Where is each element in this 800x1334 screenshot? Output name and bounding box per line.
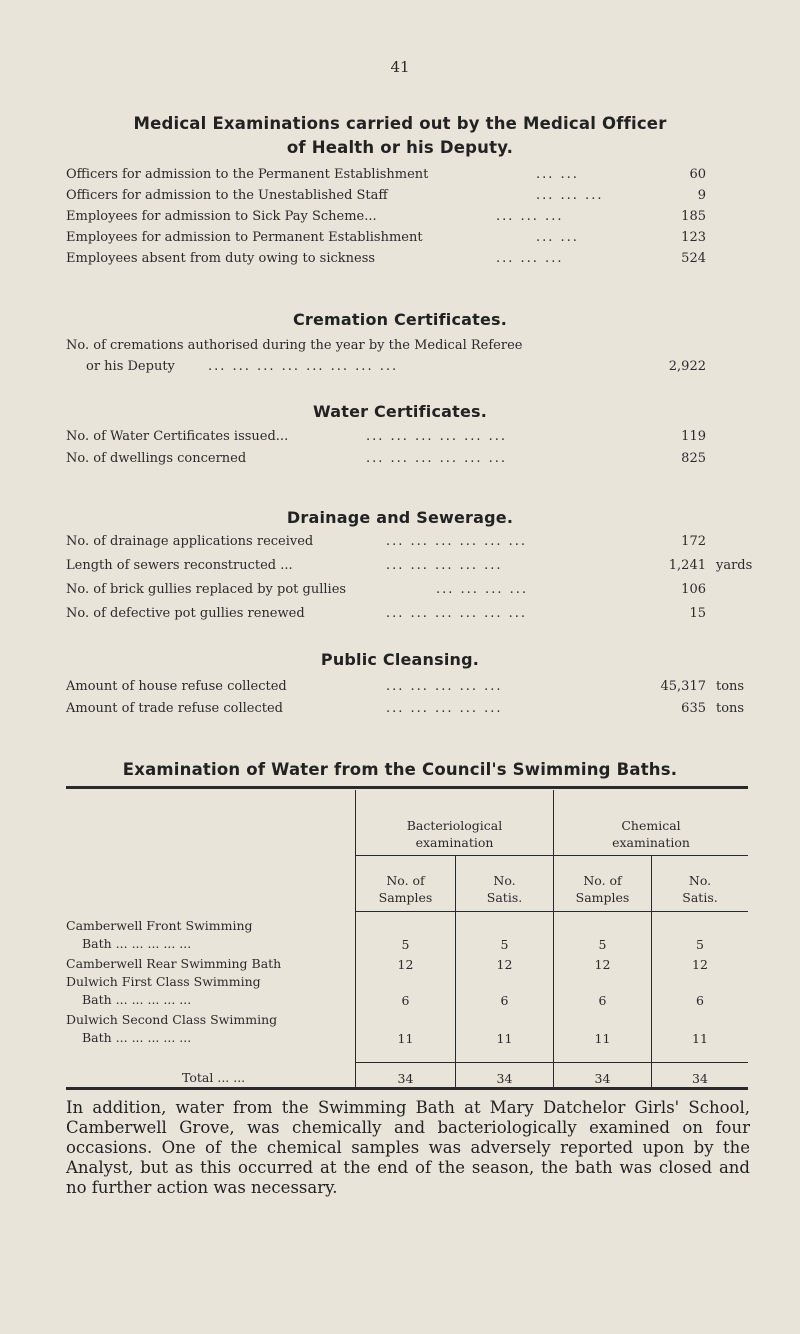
row-unit: tons <box>716 679 745 694</box>
row-leader-dots: ... ... ... ... ... <box>386 558 503 573</box>
row-leader-dots: ... ... ... ... ... ... <box>386 534 528 549</box>
row-unit: tons <box>716 701 745 716</box>
chem-header-line2: examination <box>612 835 690 850</box>
medical-row <box>66 230 756 248</box>
bath-row-value: 5 <box>401 937 410 952</box>
row-leader-dots: ... ... ... ... ... ... <box>386 606 528 621</box>
bact-header-line2: examination <box>415 835 494 850</box>
medical-row <box>66 188 756 206</box>
row-leader-dots: ... ... ... <box>496 209 564 224</box>
bath-row-value: 5 <box>500 937 509 952</box>
medical-row <box>66 167 756 185</box>
bath-row-label-line1: Camberwell Front Swimming <box>66 918 253 933</box>
drainage-row <box>66 558 756 576</box>
bath-row-value: 6 <box>401 993 410 1008</box>
water-heading: Water Certificates. <box>312 402 488 421</box>
subheader-line: Satis. <box>486 890 523 905</box>
subheader-bact-satis <box>456 872 553 906</box>
cremation-line1: No. of cremations authorised during the year by the Medical Referee <box>66 338 523 353</box>
bath-row-value: 6 <box>696 993 704 1008</box>
row-leader-dots: ... ... ... ... ... ... <box>366 451 508 466</box>
bath-row-value: 12 <box>594 957 611 972</box>
chem-header <box>554 817 748 851</box>
bath-row-value: 11 <box>692 1031 708 1046</box>
medical-heading-line1: Medical Examinations carried out by the Medical Officer <box>133 114 667 133</box>
subheader-chem-samples <box>554 872 651 906</box>
total-value: 34 <box>496 1071 513 1086</box>
subheader-line: Satis. <box>682 890 718 905</box>
drainage-row <box>66 606 756 624</box>
row-unit: yards <box>716 558 753 573</box>
drainage-heading: Drainage and Sewerage. <box>286 508 514 527</box>
bath-row-value: 12 <box>397 957 414 972</box>
row-label: No. of defective pot gullies renewed <box>66 606 305 621</box>
cremation-row <box>86 359 706 377</box>
cremation-line2: or his Deputy <box>86 359 175 374</box>
bath-row-label-line2: Bath ... ... ... ... ... <box>82 992 192 1007</box>
water-row <box>66 429 756 447</box>
row-label: No. of Water Certificates issued... <box>66 429 289 444</box>
row-value: 635 <box>681 701 706 716</box>
row-leader-dots: ... ... ... ... <box>436 582 528 597</box>
bath-row-value: 6 <box>500 993 509 1008</box>
bath-row-value: 5 <box>696 937 704 952</box>
row-value: 172 <box>681 534 706 549</box>
subheader-line: No. of <box>386 873 425 888</box>
table-top-rule <box>66 786 748 789</box>
baths-table-title: Examination of Water from the Council's Swimming Baths. <box>122 760 678 779</box>
bath-row-label-line1: Dulwich Second Class Swimming <box>66 1012 278 1027</box>
bath-row-value: 11 <box>496 1031 513 1046</box>
water-row <box>66 451 756 469</box>
subheader-line: Samples <box>378 890 433 905</box>
closing-paragraph: In addition, water from the Swimming Bath at Mary Datchelor Girls' School, Camberwell Grove, was chemically and bacteriologically examined on four occasions. One of the chemical samples was adversely reported upon by the Analyst, but as this occurred at the end of the season, the bath was closed and no further action was necessary. <box>66 1098 750 1197</box>
bath-row-value: 5 <box>598 937 607 952</box>
total-value: 34 <box>692 1071 708 1086</box>
bact-header <box>356 817 553 851</box>
row-label: Amount of house refuse collected <box>66 679 287 694</box>
row-value: 524 <box>681 251 706 266</box>
medical-heading-line2: of Health or his Deputy. <box>286 138 514 157</box>
row-label: Employees for admission to Permanent Establishment <box>66 230 423 245</box>
row-value: 9 <box>697 188 706 203</box>
row-label: No. of drainage applications received <box>66 534 314 549</box>
bath-row-value: 11 <box>397 1031 414 1046</box>
bath-row-label-line2: Bath ... ... ... ... ... <box>82 936 192 951</box>
cleansing-row <box>66 679 756 697</box>
chem-header-rule <box>554 855 748 856</box>
row-value: 106 <box>681 582 706 597</box>
bath-row-value: 6 <box>598 993 607 1008</box>
medical-row <box>66 251 756 269</box>
row-label: Officers for admission to the Permanent Establishment <box>66 167 429 182</box>
subheader-bact-samples <box>356 872 455 906</box>
row-leader-dots: ... ... ... <box>496 251 564 266</box>
cremation-dots: ... ... ... ... ... ... ... ... <box>208 359 399 374</box>
subheader-line: No. <box>493 873 516 888</box>
cremation-value: 2,922 <box>668 359 706 374</box>
bath-row-label-line1: Dulwich First Class Swimming <box>66 974 261 989</box>
cleansing-heading: Public Cleansing. <box>320 650 480 669</box>
total-value: 34 <box>397 1071 414 1086</box>
row-value: 60 <box>689 167 706 182</box>
row-value: 1,241 <box>668 558 706 573</box>
bact-header-line1: Bacteriological <box>406 818 503 833</box>
bath-row-value: 12 <box>692 957 708 972</box>
row-leader-dots: ... ... ... ... ... <box>386 679 503 694</box>
row-leader-dots: ... ... <box>536 167 579 182</box>
medical-row <box>66 209 756 227</box>
row-leader-dots: ... ... <box>536 230 579 245</box>
bath-row-value: 11 <box>594 1031 611 1046</box>
row-label: Officers for admission to the Unestablished Staff <box>66 188 388 203</box>
drainage-row <box>66 582 756 600</box>
subheader-rule <box>356 911 748 912</box>
subheader-line: No. <box>688 873 712 888</box>
drainage-row <box>66 534 756 552</box>
row-value: 185 <box>681 209 706 224</box>
row-value: 45,317 <box>660 679 706 694</box>
subheader-line: No. of <box>583 873 622 888</box>
row-label: No. of dwellings concerned <box>66 451 247 466</box>
cremation-heading: Cremation Certificates. <box>292 310 508 329</box>
row-value: 15 <box>689 606 706 621</box>
row-label: Employees absent from duty owing to sickness <box>66 251 376 266</box>
bath-row-value: 12 <box>496 957 513 972</box>
chem-header-line1: Chemical <box>621 818 681 833</box>
row-label: Employees for admission to Sick Pay Scheme... <box>66 209 377 224</box>
row-value: 825 <box>681 451 706 466</box>
subheader-line: Samples <box>575 890 630 905</box>
total-top-rule <box>356 1062 748 1063</box>
cleansing-row <box>66 701 756 719</box>
bath-row-label-line2: Bath ... ... ... ... ... <box>82 1030 192 1045</box>
row-leader-dots: ... ... ... ... ... <box>386 701 503 716</box>
bath-row-label-line2: Camberwell Rear Swimming Bath <box>66 956 282 971</box>
row-value: 123 <box>681 230 706 245</box>
row-label: No. of brick gullies replaced by pot gullies <box>66 582 347 597</box>
total-label: Total ... ... <box>182 1070 246 1085</box>
total-value: 34 <box>594 1071 611 1086</box>
bact-header-rule <box>356 855 553 856</box>
row-label: Length of sewers reconstructed ... <box>66 558 293 573</box>
row-leader-dots: ... ... ... ... ... ... <box>366 429 508 444</box>
row-label: Amount of trade refuse collected <box>66 701 283 716</box>
subheader-chem-satis <box>652 872 748 906</box>
row-leader-dots: ... ... ... <box>536 188 604 203</box>
page-number: 41 <box>390 58 410 76</box>
table-bottom-rule <box>66 1087 748 1090</box>
row-value: 119 <box>681 429 706 444</box>
